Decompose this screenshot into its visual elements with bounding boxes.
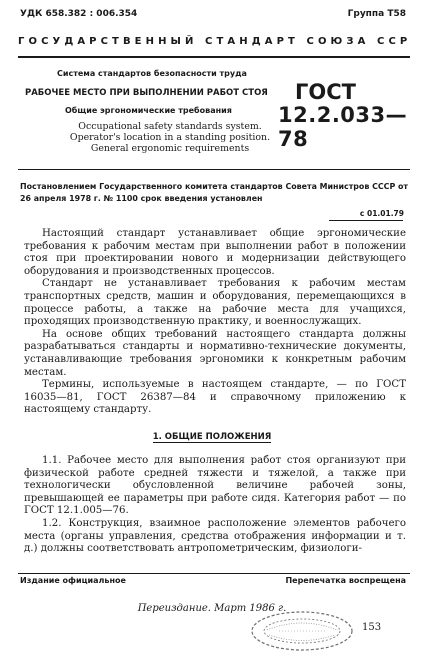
library-stamp-icon <box>247 608 357 654</box>
title-divider <box>18 169 410 170</box>
english-title-line-3: General ergonomic requirements <box>90 143 250 154</box>
gost-number: 12.2.033—78 <box>278 103 408 151</box>
footer-divider <box>18 573 410 574</box>
standards-system-label: Система стандартов безопасности труда <box>57 69 247 78</box>
effective-date: с 01.01.79 <box>359 209 404 218</box>
effective-date-underline <box>329 220 403 221</box>
reissue-note: Переиздание. Март 1986 г. <box>137 603 287 614</box>
english-title-line-2: Operator's location in a standing position. <box>69 132 271 143</box>
group-code: Группа Т58 <box>347 9 406 19</box>
section-heading-text: 1. ОБЩИЕ ПОЛОЖЕНИЯ <box>152 432 272 442</box>
english-title-line-1: Occupational safety standards system. <box>78 121 262 132</box>
intro-text <box>24 228 406 417</box>
paragraph: Настоящий стандарт устанавливает общие эргономические требования к рабочим местам при выполнении работ в положении стоя при проектировании нового и модернизации действующего оборудования и производственных процессов. <box>24 228 406 277</box>
state-standard-banner: ГОСУДАРСТВЕННЫЙ СТАНДАРТ СОЮЗА ССР <box>18 36 412 47</box>
section-heading <box>0 432 424 442</box>
clause: 1.2. Конструкция, взаимное расположение элементов рабочего места (органы управления, средства отображения информации и т. д.) должны соответствовать антропометрическим, физиологи- <box>24 517 406 555</box>
clause: 1.1. Рабочее место для выполнения работ стоя организуют при физической работе средней тяжести и тяжелой, а также при технологически обусловленной величине рабочей зоны, превышающей ее параметры при работе сидя. Категория работ — по ГОСТ 12.1.005—76. <box>24 455 406 517</box>
document-subtitle: Общие эргономические требования <box>65 106 232 115</box>
decree-statement: Постановлением Государственного комитета стандартов Совета Министров СССР от 26 апреля 1978 г. № 1100 срок введения установлен <box>20 182 408 203</box>
page-number: 153 <box>362 622 382 633</box>
udk-code: УДК 658.382 : 006.354 <box>20 9 138 19</box>
paragraph: Стандарт не устанавливает требования к рабочим местам транспортных средств, машин и оборудования, перемещающихся в процессе работы, а также на рабочие места для учащихся, проходящих производственную практику, и военнослужащих. <box>24 278 406 328</box>
paragraph: На основе общих требований настоящего стандарта должны разрабатываться стандарты и нормативно-технические документы, устанавливающие требования эргономики к конкретным рабочим местам. <box>24 328 406 378</box>
paragraph: Термины, используемые в настоящем стандарте, — по ГОСТ 16035—81, ГОСТ 26387—84 и справочному приложению к настоящему стандарту. <box>24 379 406 416</box>
official-edition-label: Издание официальное <box>20 576 126 585</box>
reprint-prohibited-label: Перепечатка воспрещена <box>285 576 406 585</box>
document-title: РАБОЧЕЕ МЕСТО ПРИ ВЫПОЛНЕНИИ РАБОТ СТОЯ <box>25 88 268 98</box>
section-text <box>24 455 406 556</box>
gost-label: ГОСТ <box>295 80 356 104</box>
top-divider <box>18 56 410 58</box>
